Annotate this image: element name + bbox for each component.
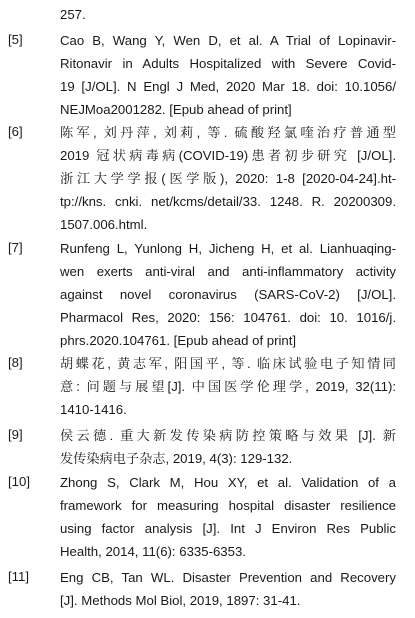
reference-line: Pharmacol Res, 2020: 156: 104761. doi: 10. 1016/j. [60,310,396,325]
reference-line: against novel coronavirus (SARS-CoV-2) [J/OL]. [60,287,396,302]
reference-line: [J]. Methods Mol Biol, 2019, 1897: 31-41. [60,593,301,608]
reference-line: using factor analysis [J]. Int J Environ Res Public [60,521,396,536]
reference-line: 257. [60,7,86,22]
reference-line: 发传染病电子杂志, 2019, 4(3): 129-132. [60,451,293,466]
reference-line: 2019 冠状病毒病(COVID-19)患者初步研究 [J/OL]. [60,148,396,163]
reference-line: Ritonavir in Adults Hospitalized with Severe Covid- [60,56,396,71]
reference-line: Runfeng L, Yunlong H, Jicheng H, et al. Lianhuaqing- [60,241,396,256]
reference-line: 侯云德. 重大新发传染病防控策略与效果 [J]. 新 [60,428,396,443]
reference-line: 胡蝶花, 黄志军, 阳国平, 等. 临床试验电子知情同 [60,356,396,371]
reference-line: 浙江大学学报(医学版), 2020: 1-8 [2020-04-24].ht- [60,171,396,186]
reference-number: [6] [8,124,23,139]
reference-number: [7] [8,240,23,255]
reference-line: Zhong S, Clark M, Hou XY, et al. Validation of a [60,475,396,490]
reference-number: [5] [8,32,23,47]
reference-number: [8] [8,355,23,370]
reference-line: tp://kns. cnki. net/kcms/detail/33. 1248. R. 20200309. [60,194,396,209]
reference-number: [9] [8,427,23,442]
reference-line: phrs.2020.104761. [Epub ahead of print] [60,333,297,348]
reference-line: NEJMoa2001282. [Epub ahead of print] [60,102,292,117]
reference-number: [11] [8,569,30,584]
reference-number: [10] [8,474,30,489]
reference-line: framework for measuring hospital disaster resilience [60,498,396,513]
reference-line: 1410-1416. [60,402,127,417]
reference-line: wen exerts anti-viral and anti-inflammatory activity [60,264,396,279]
reference-line: 1507.006.html. [60,217,148,232]
reference-line: Eng CB, Tan WL. Disaster Prevention and Recovery [60,570,396,585]
reference-line: 19 [J/OL]. N Engl J Med, 2020 Mar 18. doi: 10.1056/ [60,79,396,94]
reference-line: 意: 问题与展望[J]. 中国医学伦理学, 2019, 32(11): [60,379,396,394]
reference-line: 陈军, 刘丹萍, 刘莉, 等. 硫酸羟氯喹治疗普通型 [60,125,396,140]
reference-line: Cao B, Wang Y, Wen D, et al. A Trial of Lopinavir- [60,33,396,48]
reference-line: Health, 2014, 11(6): 6335-6353. [60,544,246,559]
